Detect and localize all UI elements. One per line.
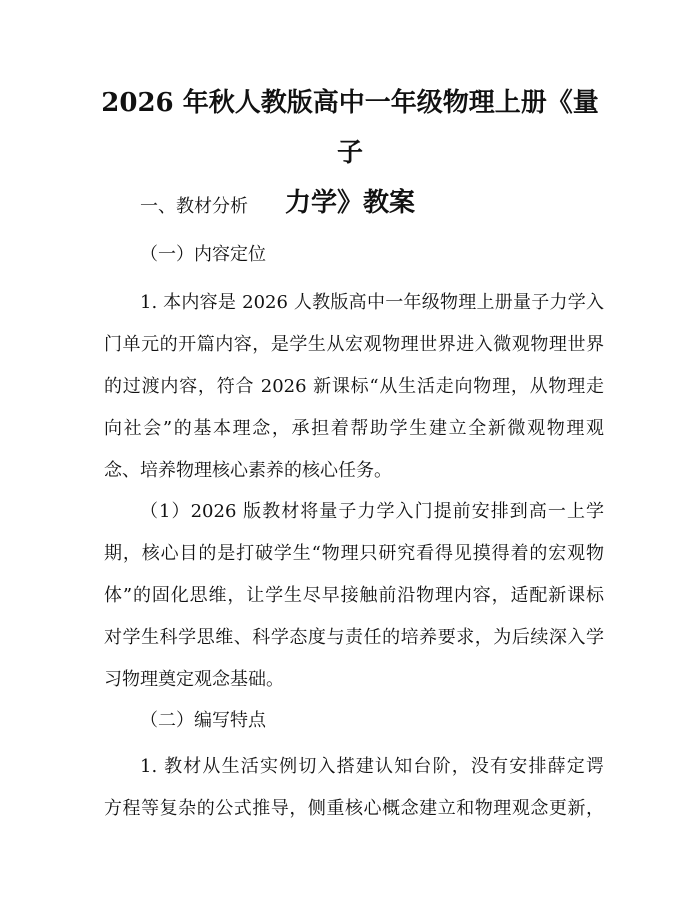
section-heading: 一、教材分析 xyxy=(140,196,248,217)
paragraph-line: 方程等复杂的公式推导，侧重核心概念建立和物理观念更新， xyxy=(104,798,604,819)
paragraph-line: 的过渡内容，符合 2026 新课标“从生活走向物理，从物理走 xyxy=(104,376,604,397)
title-line: 力学》教案 xyxy=(284,188,415,218)
subsection-heading: （二）编写特点 xyxy=(140,710,266,731)
paragraph-line: 习物理奠定观念基础。 xyxy=(104,669,284,690)
paragraph-line: 对学生科学思维、科学态度与责任的培养要求，为后续深入学 xyxy=(104,627,604,648)
paragraph-line: 向社会”的基本理念，承担着帮助学生建立全新微观物理观 xyxy=(104,418,604,439)
title-line: 2026 年秋人教版高中一年级物理上册《量子 xyxy=(101,88,599,168)
paragraph-line: 体”的固化思维，让学生尽早接触前沿物理内容，适配新课标 xyxy=(104,585,604,606)
paragraph-line: 期，核心目的是打破学生“物理只研究看得见摸得着的宏观物 xyxy=(104,543,604,564)
paragraph-line: （1）2026 版教材将量子力学入门提前安排到高一上学 xyxy=(140,501,604,522)
paragraph-line: 1. 本内容是 2026 人教版高中一年级物理上册量子力学入 xyxy=(140,292,604,313)
subsection-heading: （一）内容定位 xyxy=(140,244,266,265)
paragraph-line: 1. 教材从生活实例切入搭建认知台阶，没有安排薛定谔 xyxy=(140,756,604,777)
paragraph-line: 念、培养物理核心素养的核心任务。 xyxy=(104,460,392,481)
paragraph-line: 门单元的开篇内容，是学生从宏观物理世界进入微观物理世界 xyxy=(104,334,604,355)
